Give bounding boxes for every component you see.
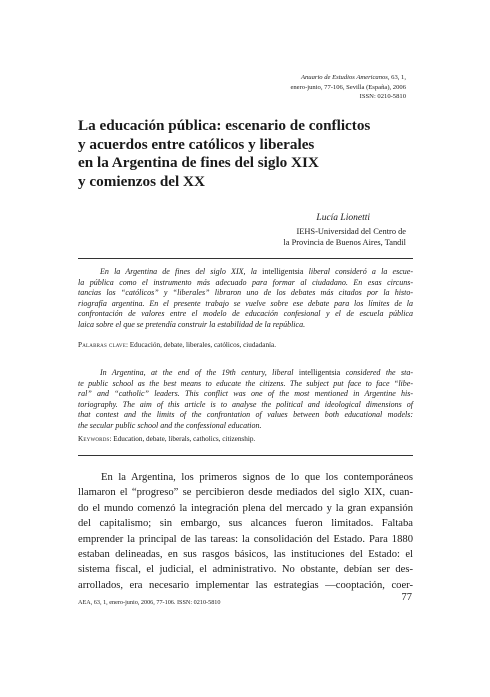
journal-dates: enero-junio, 77-106, Sevilla (España), 2006 (290, 83, 406, 91)
abstract-line: tancias los “católicos” y “liberales” libraron uno de los debates más citados por la histo- (78, 288, 413, 297)
abstract-line: riografía argentina. En el presente trabajo se vuelve sobre ese debate para los límites de la (78, 298, 413, 308)
abstract-line: toriography. The aim of this article is to analyse the political and ideological dimensions of (78, 399, 413, 409)
abstract-line: ral” and “catholic” leaders. This conflict was one of the most mentioned in Argentine his- (78, 389, 413, 398)
keywords-english (78, 435, 413, 444)
body-line: En la Argentina, los primeros signos de lo que los contemporáneos (101, 472, 413, 483)
bottom-divider (78, 455, 413, 456)
article-title (78, 117, 418, 191)
page-number: 77 (401, 592, 412, 603)
abstract-line: laica sobre el que se pretendía construir la estabilidad de la república. (78, 319, 306, 329)
abstract-spanish (78, 267, 413, 330)
body-line: llamaron el “progreso” se percibieron desde mediados del siglo XIX, cuan- (78, 487, 413, 499)
body-line: do el mundo comenzó la integración plena del mercado y la gran expansión (78, 502, 413, 514)
keywords-label: Keywords (78, 435, 110, 443)
body-line: emprender la principal de las tareas: la consolidación del Estado. Para 1880 (78, 533, 413, 545)
journal-name: Anuario de Estudios Americanos (300, 74, 388, 81)
abstract-line: the secular public school and the confessional education. (78, 420, 262, 430)
title-line: en la Argentina de fines del siglo XIX (78, 154, 319, 171)
journal-header (290, 73, 406, 102)
body-text (78, 470, 413, 593)
abstract-line: that contest and the limits of the confrontation of values between both educational models: (78, 410, 413, 419)
top-divider (78, 258, 413, 259)
abstract-line: te public school as the best means to educate the citizens. The subject put face to face “libe- (78, 378, 413, 388)
affiliation-line: la Provincia de Buenos Aires, Tandil (283, 238, 406, 248)
body-line: arrollados, era necesario implementar las estrategias —cooptación, coer- (78, 579, 413, 591)
keywords-label: Palabras clave (78, 341, 126, 349)
title-line: La educación pública: escenario de conflictos (78, 117, 371, 134)
title-line: y acuerdos entre católicos y liberales (78, 135, 315, 153)
abstract-english (78, 368, 413, 431)
keywords-list: : Education, debate, liberals, catholics, citizenship. (109, 435, 256, 443)
abstract-line: la pública como el instrumento más adecuado para formar al ciudadano. En esas circuns- (78, 277, 413, 287)
author-name: Lucía Lionetti (316, 213, 370, 223)
keywords-spanish (78, 341, 413, 350)
title-line: y comienzos del XX (78, 172, 205, 190)
journal-issn: ISSN: 0210-5810 (359, 93, 406, 100)
body-line: estaban delineadas, en sus rasgos básicos, las instituciones del Estado: el (78, 549, 413, 561)
abstract-line: In Argentina, at the end of the 19th century, liberal intelligentsia considered the sta- (100, 368, 414, 377)
body-line: sistema fiscal, el judicial, el administrativo. No obstante, debían ser des- (78, 564, 413, 576)
affiliation-line: IEHS-Universidad del Centro de (296, 227, 406, 236)
journal-issue: , 63, 1, (387, 74, 406, 81)
author-affiliation (283, 226, 406, 248)
body-line: del capitalismo; sin embargo, sus alcances fueron limitados. Faltaba (78, 518, 413, 530)
footer-citation: AEA, 63, 1, enero-junio, 2006, 77-106. ISSN: 0210-5810 (78, 599, 221, 606)
keywords-list: : Educación, debate, liberales, católicos, ciudadanía. (125, 341, 277, 349)
abstract-line: confrontación de valores entre el modelo de educación confesional y el de escuela pública (78, 309, 413, 318)
abstract-line: En la Argentina de fines del siglo XIX, la intelligentsia liberal consideró a la escue- (100, 267, 413, 276)
